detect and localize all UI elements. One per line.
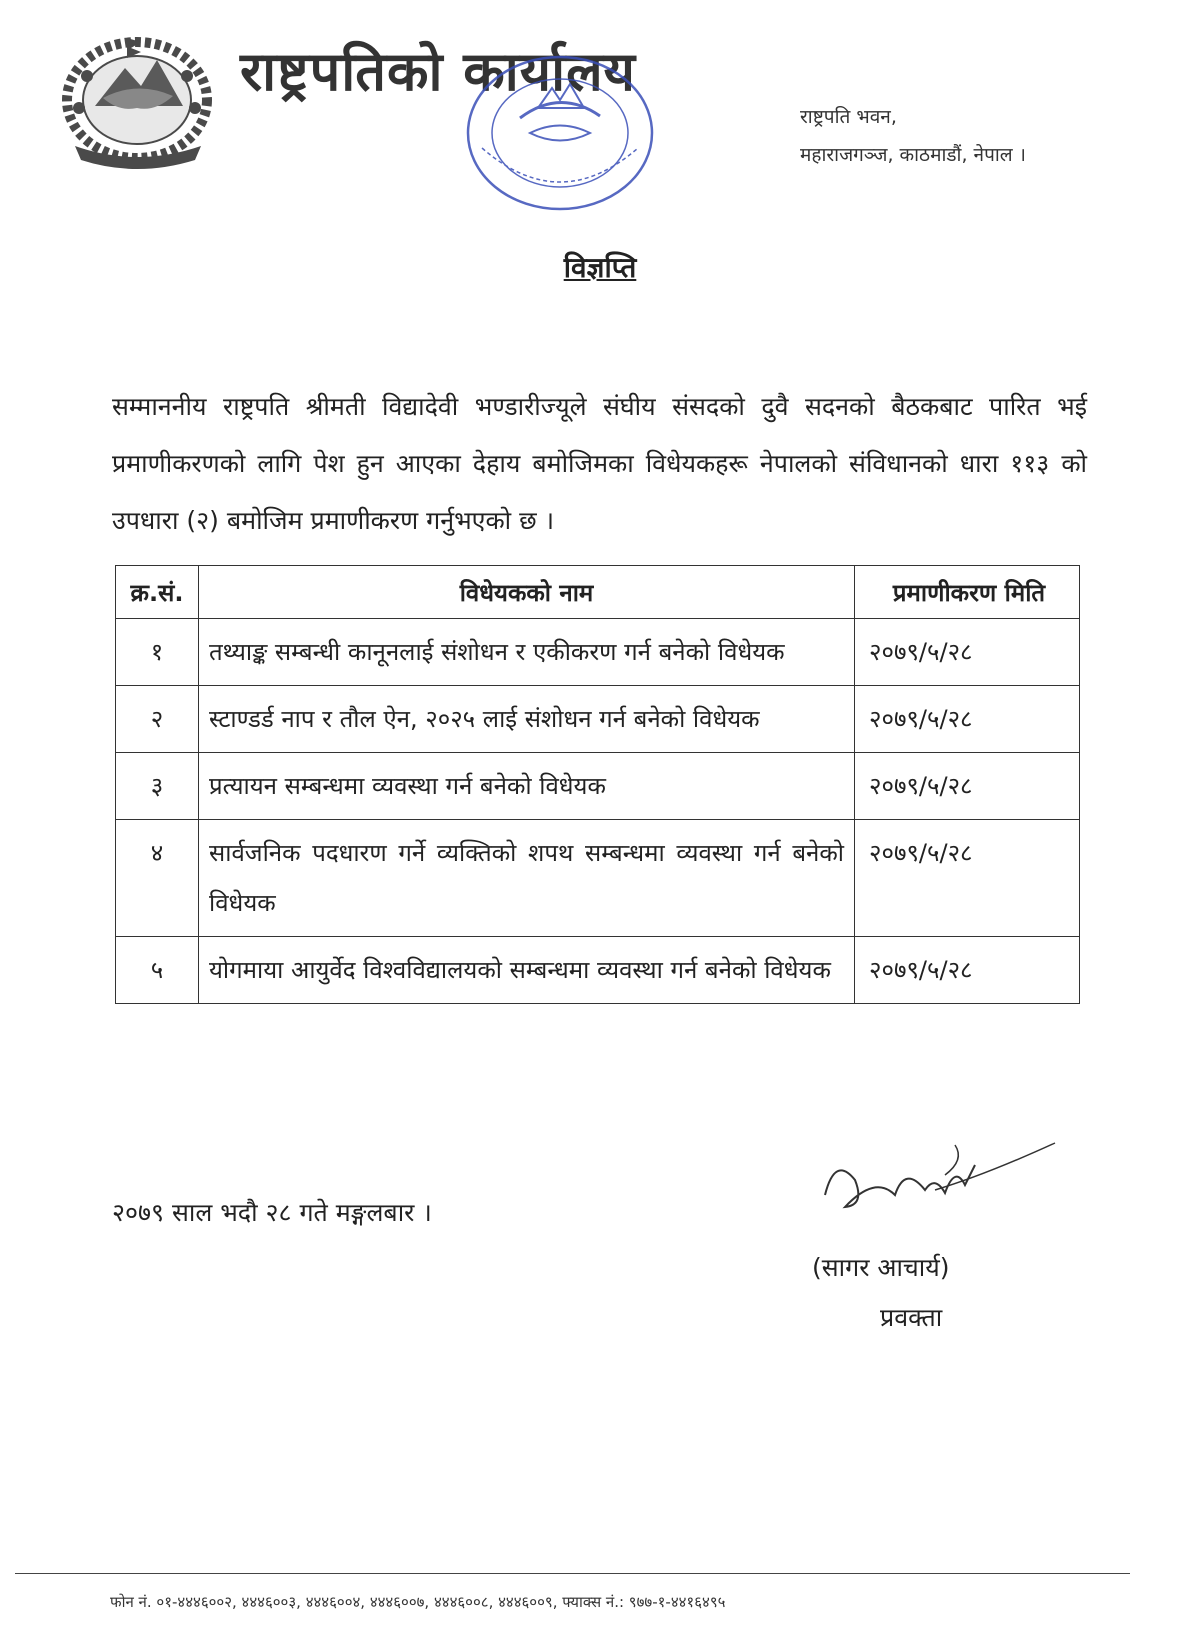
row-date: २०७९/५/२८ bbox=[855, 753, 1080, 820]
notice-heading: विज्ञप्ति bbox=[563, 251, 637, 284]
signatory-name: (सागर आचार्य) bbox=[812, 1253, 950, 1282]
office-stamp-icon bbox=[460, 48, 660, 218]
footer-divider bbox=[15, 1573, 1130, 1574]
header-serial: क्र.सं. bbox=[116, 566, 199, 619]
row-bill-name: तथ्याङ्क सम्बन्धी कानूनलाई संशोधन र एकीकरण गर्न बनेको विधेयक bbox=[199, 619, 855, 686]
row-bill-name: योगमाया आयुर्वेद विश्वविद्यालयको सम्बन्धमा व्यवस्था गर्न बनेको विधेयक bbox=[199, 937, 855, 1004]
table-row bbox=[116, 753, 1080, 820]
row-serial: ५ bbox=[116, 937, 199, 1004]
issue-date: २०७९ साल भदौ २८ गते मङ्गलबार । bbox=[112, 1198, 432, 1227]
header-date: प्रमाणीकरण मिति bbox=[855, 566, 1080, 619]
row-date: २०७९/५/२८ bbox=[855, 937, 1080, 1004]
bills-table bbox=[115, 565, 1080, 1004]
office-title: राष्ट्रपतिको कार्यालय bbox=[240, 40, 636, 103]
row-serial: १ bbox=[116, 619, 199, 686]
table-row bbox=[116, 619, 1080, 686]
row-date: २०७९/५/२८ bbox=[855, 820, 1080, 937]
row-bill-name: सार्वजनिक पदधारण गर्ने व्यक्तिको शपथ सम्बन्धमा व्यवस्था गर्न बनेको विधेयक bbox=[199, 820, 855, 937]
table-row bbox=[116, 686, 1080, 753]
table-header-row bbox=[116, 566, 1080, 619]
row-serial: २ bbox=[116, 686, 199, 753]
row-serial: ३ bbox=[116, 753, 199, 820]
header-bill-name: विधेयकको नाम bbox=[199, 566, 855, 619]
footer-contact: फोन नं. ०१-४४४६००२, ४४४६००३, ४४४६००४, ४४४६००७, ४४४६००८, ४४४६००९, फ्याक्स नं.: ९७७-१-४४१६४९५ bbox=[110, 1593, 726, 1611]
table-row bbox=[116, 820, 1080, 937]
notice-body: सम्माननीय राष्ट्रपति श्रीमती विद्यादेवी भण्डारीज्यूले संघीय संसदको दुवै सदनको बैठकबाट पारित भई प्रमाणीकरणको लागि पेश हुन आएका देहाय बमोजिमका विधेयकहरू नेपालको संविधानको धारा ११३ को उपधारा (२) बमोजिम प्रमाणीकरण गर्नुभएको छ । bbox=[112, 392, 1087, 535]
address-line-1: राष्ट्रपति भवन, bbox=[800, 106, 897, 128]
signature-icon bbox=[815, 1135, 1065, 1235]
address-line-2: महाराजगञ्ज, काठमाडौं, नेपाल । bbox=[800, 144, 1026, 166]
nepal-emblem-icon bbox=[55, 28, 220, 173]
row-date: २०७९/५/२८ bbox=[855, 686, 1080, 753]
row-bill-name: स्टाण्डर्ड नाप र तौल ऐन, २०२५ लाई संशोधन गर्न बनेको विधेयक bbox=[199, 686, 855, 753]
office-address bbox=[800, 98, 1026, 174]
table-row bbox=[116, 937, 1080, 1004]
signatory-title: प्रवक्ता bbox=[880, 1303, 943, 1332]
row-bill-name: प्रत्यायन सम्बन्धमा व्यवस्था गर्न बनेको विधेयक bbox=[199, 753, 855, 820]
row-serial: ४ bbox=[116, 820, 199, 937]
row-date: २०७९/५/२८ bbox=[855, 619, 1080, 686]
